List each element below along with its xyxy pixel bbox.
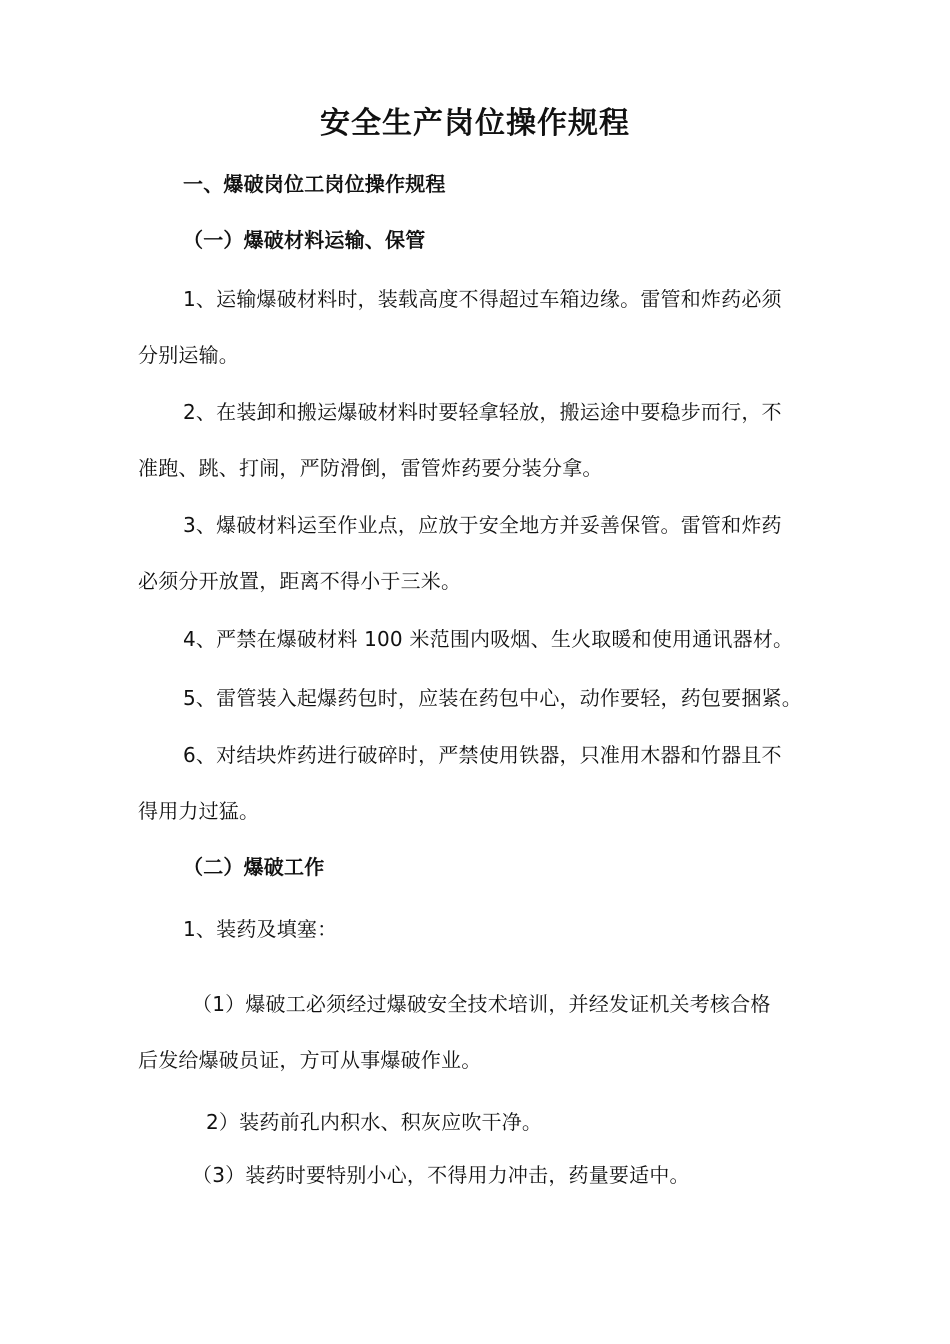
paragraph-line: 6、对结块炸药进行破碎时，严禁使用铁器，只准用木器和竹器且不 [183, 743, 782, 767]
paragraph-line: 分别运输。 [138, 343, 239, 367]
paragraph-line: 得用力过猛。 [138, 799, 260, 823]
paragraph-line: 必须分开放置，距离不得小于三米。 [138, 569, 462, 593]
paragraph-line: 1、运输爆破材料时，装载高度不得超过车箱边缘。雷管和炸药必须 [183, 287, 782, 311]
subsection-heading-transport: （一）爆破材料运输、保管 [183, 228, 426, 252]
paragraph-line: 4、严禁在爆破材料 100 米范围内吸烟、生火取暖和使用通讯器材。 [183, 627, 794, 651]
paragraph-line: 后发给爆破员证，方可从事爆破作业。 [138, 1048, 482, 1072]
paragraph-line: 1、装药及填塞： [183, 917, 338, 941]
page-title: 安全生产岗位操作规程 [320, 106, 630, 141]
paragraph-line: （1）爆破工必须经过爆破安全技术培训，并经发证机关考核合格 [192, 992, 771, 1016]
paragraph-line: （3）装药时要特别小心，不得用力冲击，药量要适中。 [192, 1163, 690, 1187]
paragraph-line: 2）装药前孔内积水、积灰应吹干净。 [206, 1110, 543, 1134]
section-heading: 一、爆破岗位工岗位操作规程 [183, 172, 446, 196]
subsection-heading-blasting: （二）爆破工作 [183, 855, 325, 879]
paragraph-line: 准跑、跳、打闹，严防滑倒，雷管炸药要分装分拿。 [138, 456, 603, 480]
paragraph-line: 5、雷管装入起爆药包时，应装在药包中心，动作要轻，药包要捆紧。 [183, 686, 802, 710]
paragraph-line: 3、爆破材料运至作业点，应放于安全地方并妥善保管。雷管和炸药 [183, 513, 782, 537]
paragraph-line: 2、在装卸和搬运爆破材料时要轻拿轻放，搬运途中要稳步而行，不 [183, 400, 782, 424]
